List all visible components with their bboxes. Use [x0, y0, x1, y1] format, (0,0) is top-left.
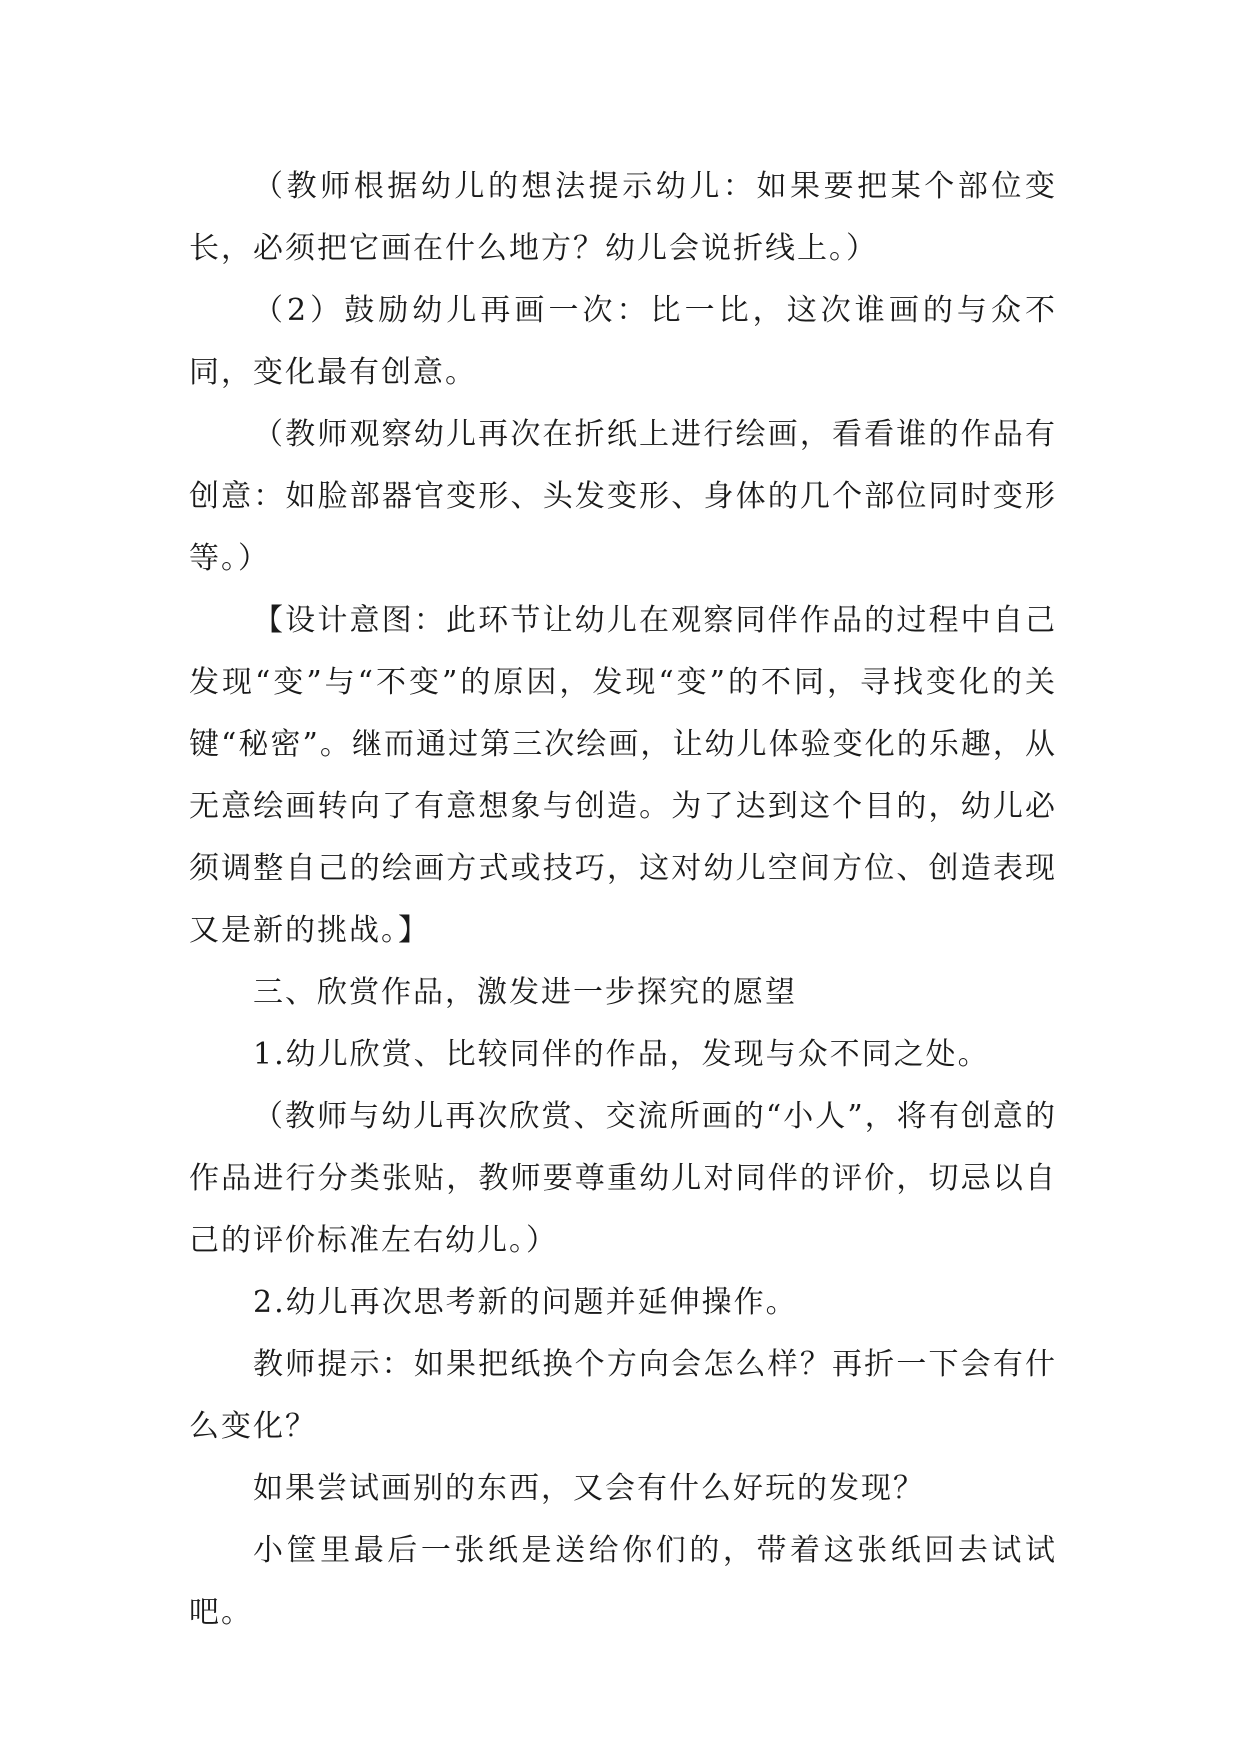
- paragraph-try-other: 如果尝试画别的东西，又会有什么好玩的发现？: [253, 1471, 925, 1506]
- paragraph-teacher-observe: （教师观察幼儿再次在折纸上进行绘画，看看谁的作品有创意：如脸部器官变形、头发变形、身体的几个部位同时变形等。）: [189, 417, 1057, 576]
- paragraph-teacher-hint-longer: （教师根据幼儿的想法提示幼儿：如果要把某个部位变长，必须把它画在什么地方？幼儿会说折线上。）: [189, 169, 1057, 266]
- document-body: [189, 156, 1057, 1644]
- paragraph-step-2: 2.幼儿再次思考新的问题并延伸操作。: [253, 1285, 798, 1320]
- paragraph-encourage-redraw: （2）鼓励幼儿再画一次：比一比，这次谁画的与众不同，变化最有创意。: [189, 293, 1057, 390]
- section-heading-appreciate: 三、欣赏作品，激发进一步探究的愿望: [253, 975, 797, 1010]
- paragraph-teacher-share: （教师与幼儿再次欣赏、交流所画的“小人”，将有创意的作品进行分类张贴，教师要尊重幼儿对同伴的评价，切忌以自己的评价标准左右幼儿。）: [189, 1099, 1057, 1258]
- paragraph-design-intent: 【设计意图：此环节让幼儿在观察同伴作品的过程中自己发现“变”与“不变”的原因，发现“变”的不同，寻找变化的关键“秘密”。继而通过第三次绘画，让幼儿体验变化的乐趣，从无意绘画转向了有意想象与创造。为了达到这个目的，幼儿必须调整自己的绘画方式或技巧，这对幼儿空间方位、创造表现又是新的挑战。】: [189, 603, 1057, 948]
- paragraph-teacher-prompt: 教师提示：如果把纸换个方向会怎么样？再折一下会有什么变化？: [189, 1347, 1057, 1444]
- paragraph-step-1: 1.幼儿欣赏、比较同伴的作品，发现与众不同之处。: [253, 1037, 990, 1072]
- paragraph-last-paper: 小筐里最后一张纸是送给你们的，带着这张纸回去试试吧。: [189, 1533, 1057, 1630]
